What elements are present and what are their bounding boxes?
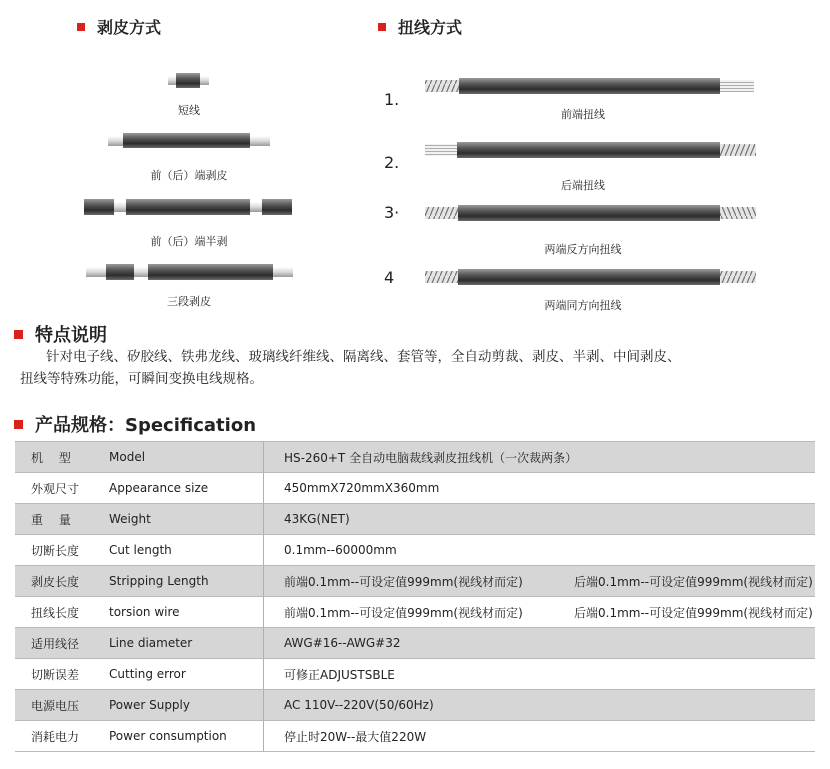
spec-value: 43KG(NET) (264, 504, 816, 535)
red-square-icon (14, 420, 23, 429)
caption-half-strip: 前（后）端半剥 (150, 235, 228, 248)
features-heading (14, 321, 107, 347)
spec-en-label: Cutting error (95, 659, 264, 690)
stripping-heading-text: 剥皮方式 (97, 18, 162, 37)
spec-en-label: Appearance size (95, 473, 264, 504)
wire-half-strip (84, 199, 292, 215)
spec-heading-text: 产品规格：Specification (35, 415, 257, 436)
spec-value-cell (264, 597, 816, 628)
red-square-icon (77, 23, 85, 31)
twisting-heading-text: 扭线方式 (398, 18, 463, 37)
table-row (15, 659, 815, 690)
spec-cn-label: 切断长度 (15, 535, 95, 566)
spec-cn-label: 消耗电力 (15, 721, 95, 752)
spec-value: 停止时20W--最大值220W (264, 721, 816, 752)
spec-heading (14, 411, 256, 437)
table-row (15, 597, 815, 628)
wire-end-strip (108, 133, 270, 148)
spec-cn-label: 适用线径 (15, 628, 95, 659)
table-row (15, 628, 815, 659)
caption-end-strip: 前（后）端剥皮 (150, 169, 228, 182)
caption-twist-front: 前端扭线 (561, 108, 605, 121)
twist-number-3: 3· (384, 203, 400, 222)
spec-cn-label: 电源电压 (15, 690, 95, 721)
caption-twist-opposite: 两端反方向扭线 (544, 243, 622, 256)
spec-en-label: Line diameter (95, 628, 264, 659)
spec-en-label: Weight (95, 504, 264, 535)
spec-en-label: torsion wire (95, 597, 264, 628)
spec-value-front: 前端0.1mm--可设定值999mm(视线材而定) (284, 574, 523, 589)
table-row (15, 442, 815, 473)
spec-value: 可修正ADJUSTSBLE (264, 659, 816, 690)
spec-en-label: Cut length (95, 535, 264, 566)
twisting-heading (378, 15, 462, 38)
spec-en-label: Power consumption (95, 721, 264, 752)
spec-table (15, 441, 815, 752)
spec-en-label: Stripping Length (95, 566, 264, 597)
wire-three-strip (86, 264, 293, 280)
twist-number-4: 4 (384, 268, 395, 287)
caption-twist-back: 后端扭线 (561, 179, 605, 192)
spec-cn-label: 重 量 (15, 504, 95, 535)
spec-value: AWG#16--AWG#32 (264, 628, 816, 659)
caption-twist-same: 两端同方向扭线 (544, 299, 622, 312)
spec-value-front: 前端0.1mm--可设定值999mm(视线材而定) (284, 605, 523, 620)
features-text (46, 346, 816, 368)
stripping-heading (77, 15, 161, 38)
spec-cn-label: 外观尺寸 (15, 473, 95, 504)
spec-cn-label: 切断误差 (15, 659, 95, 690)
table-row (15, 566, 815, 597)
spec-value: 450mmX720mmX360mm (264, 473, 816, 504)
spec-value-cell (264, 566, 816, 597)
table-row (15, 535, 815, 566)
features-text-2 (20, 368, 810, 390)
features-line-2: 扭线等特殊功能，可瞬间变换电线规格。 (20, 371, 263, 387)
wire-short (168, 73, 209, 88)
twist-number-2: 2. (384, 153, 400, 172)
spec-cn-label: 扭线长度 (15, 597, 95, 628)
red-square-icon (14, 330, 23, 339)
table-row (15, 721, 815, 752)
twist-number-1: 1. (384, 90, 400, 109)
features-line-1: 针对电子线、矽胶线、铁弗龙线、玻璃线纤维线、隔离线、套管等，全自动剪裁、剥皮、半剥、中间剥皮、 (46, 349, 681, 365)
table-row (15, 690, 815, 721)
wire-illustrations (0, 0, 830, 320)
wire-twist-back (425, 142, 756, 158)
spec-cn-label: 机 型 (15, 442, 95, 473)
table-row (15, 473, 815, 504)
spec-value-back: 后端0.1mm--可设定值999mm(视线材而定) (574, 574, 813, 589)
features-heading-text: 特点说明 (35, 325, 107, 346)
caption-three-strip: 三段剥皮 (167, 295, 211, 308)
spec-value-back: 后端0.1mm--可设定值999mm(视线材而定) (574, 605, 813, 620)
table-row (15, 504, 815, 535)
spec-value: 0.1mm--60000mm (264, 535, 816, 566)
red-square-icon (378, 23, 386, 31)
spec-value: HS-260+T 全自动电脑裁线剥皮扭线机（一次裁两条） (264, 442, 816, 473)
spec-value: AC 110V--220V(50/60Hz) (264, 690, 816, 721)
spec-cn-label: 剥皮长度 (15, 566, 95, 597)
wire-twist-same (425, 269, 756, 285)
spec-en-label: Power Supply (95, 690, 264, 721)
spec-en-label: Model (95, 442, 264, 473)
wire-twist-opposite (425, 205, 756, 221)
caption-short: 短线 (178, 104, 200, 117)
wire-twist-front (425, 78, 754, 94)
